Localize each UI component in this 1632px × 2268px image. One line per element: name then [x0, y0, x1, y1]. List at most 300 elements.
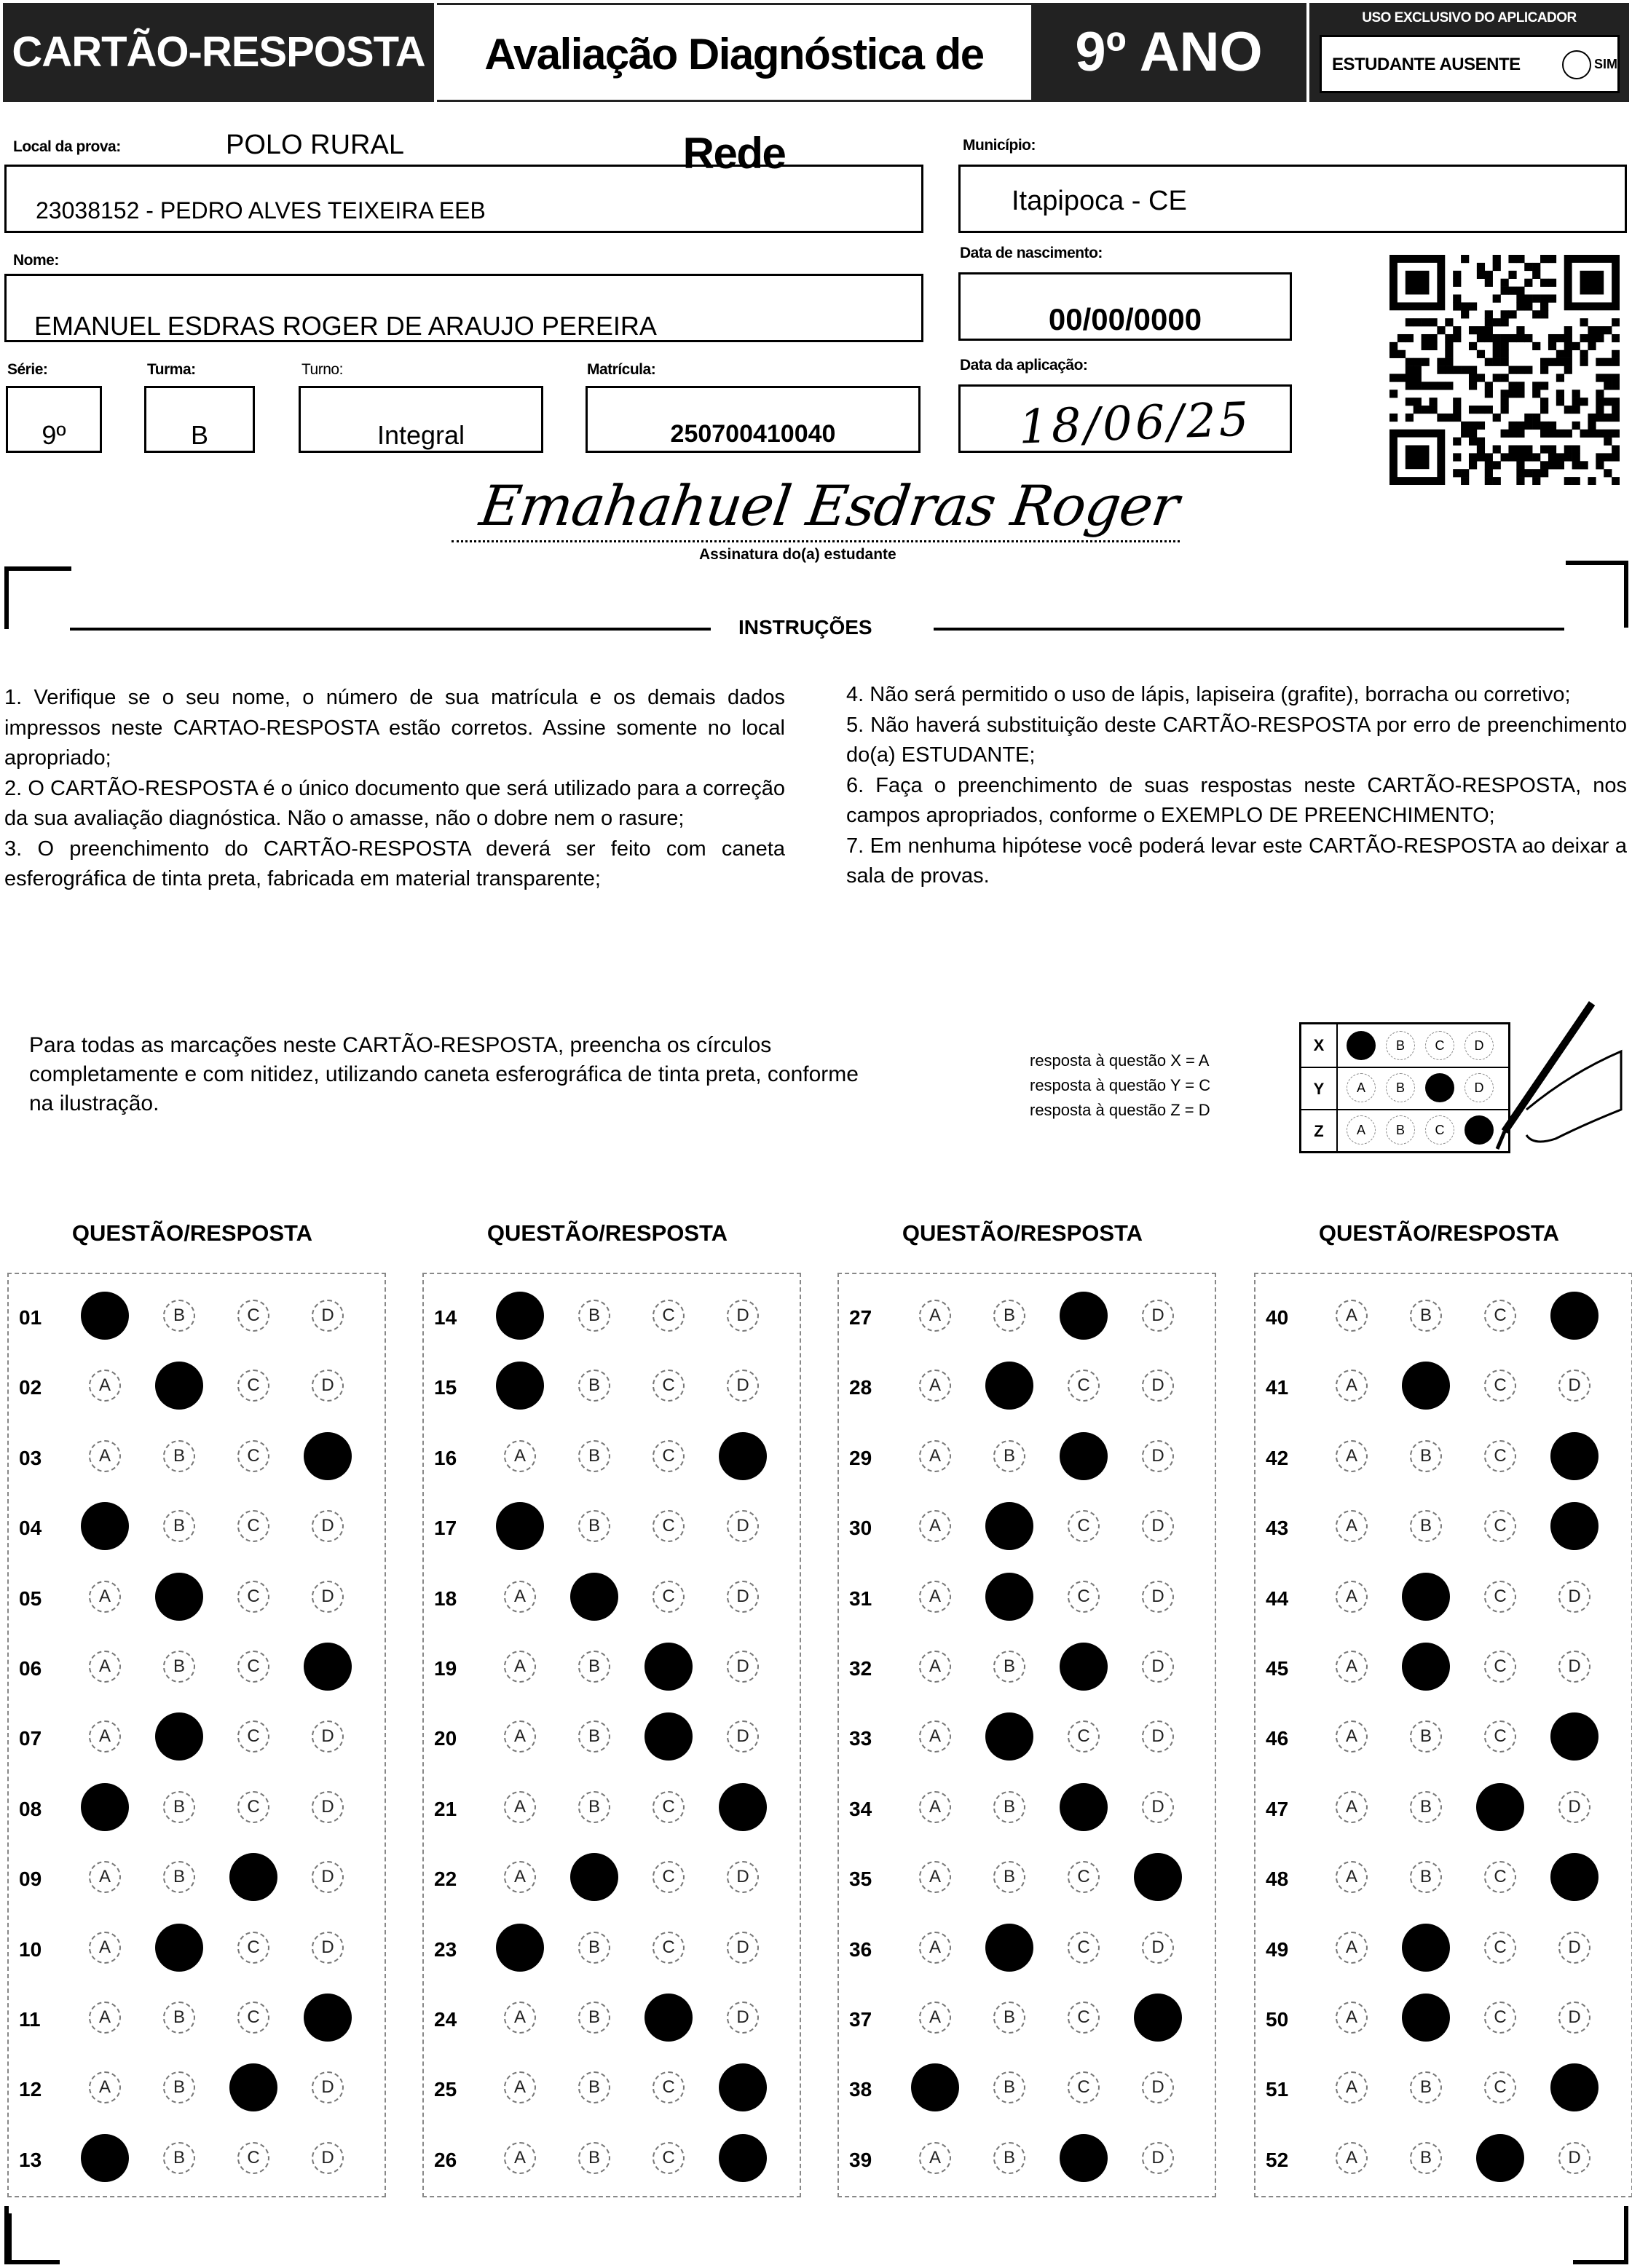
answer-bubble[interactable]: C — [653, 2071, 685, 2103]
answer-bubble[interactable]: A — [919, 1370, 951, 1402]
nome-label: Nome: — [13, 252, 59, 269]
answer-bubble[interactable]: C — [1484, 1651, 1516, 1683]
answer-bubble-filled[interactable] — [81, 1502, 129, 1550]
answer-bubble-filled[interactable] — [719, 1783, 767, 1831]
answer-bubble[interactable]: A — [1336, 2071, 1368, 2103]
answer-bubble-filled[interactable] — [1402, 1994, 1450, 2042]
answer-bubble-filled[interactable] — [155, 1573, 203, 1621]
question-number: 30 — [849, 1517, 872, 1540]
answer-bubble-filled[interactable] — [570, 1853, 618, 1901]
answer-bubble-filled[interactable] — [81, 1783, 129, 1831]
answer-bubble[interactable]: A — [1336, 2002, 1368, 2034]
answer-bubble[interactable]: A — [1336, 1370, 1368, 1402]
turno-box — [299, 386, 543, 453]
answer-bubble[interactable]: B — [1410, 1440, 1442, 1472]
instruction-6: 6. Faça o preenchimento de suas respostas neste CARTÃO-RESPOSTA, nos campos apropriados, conforme o EXEMPLO DE PREENCHIMENTO; — [846, 773, 1627, 827]
answer-bubble[interactable]: A — [1336, 1440, 1368, 1472]
grade-label: 9º ANO — [1031, 3, 1306, 102]
example-lines — [1030, 1048, 1277, 1123]
answer-bubble[interactable]: B — [578, 1791, 610, 1823]
answer-bubble[interactable]: D — [1142, 1720, 1174, 1753]
answer-bubble[interactable]: A — [919, 2002, 951, 2034]
answer-bubble-filled[interactable] — [496, 1292, 544, 1340]
answer-bubble[interactable]: D — [312, 1581, 344, 1613]
answer-bubble[interactable]: C — [237, 1510, 269, 1542]
example-line-y: resposta à questão Y = C — [1030, 1076, 1211, 1094]
signature-line — [452, 540, 1180, 542]
answer-bubble[interactable]: A — [89, 1370, 121, 1402]
municipio-box — [958, 165, 1627, 233]
answer-bubble[interactable]: B — [1410, 2071, 1442, 2103]
answer-bubble-filled[interactable] — [304, 1432, 352, 1480]
answer-bubble[interactable]: D — [312, 1932, 344, 1964]
municipio-value: Itapipoca - CE — [1012, 186, 1187, 216]
answer-bubble[interactable]: D — [1558, 1651, 1590, 1683]
question-number: 04 — [19, 1517, 42, 1540]
answer-bubble-filled[interactable] — [1402, 1362, 1450, 1410]
answer-bubble[interactable]: B — [993, 2071, 1025, 2103]
answer-bubble-filled[interactable] — [229, 2063, 277, 2111]
answer-bubble[interactable]: B — [1410, 1720, 1442, 1753]
answer-bubble-filled[interactable] — [719, 1432, 767, 1480]
answer-bubble[interactable]: A — [919, 1581, 951, 1613]
matricula-box — [586, 386, 921, 453]
answer-bubble[interactable]: C — [653, 1791, 685, 1823]
answer-bubble[interactable]: A — [1336, 2142, 1368, 2174]
answer-bubble[interactable]: A — [504, 1651, 536, 1683]
answer-bubble[interactable]: C — [653, 1440, 685, 1472]
answer-bubble[interactable]: A — [89, 1651, 121, 1683]
answer-bubble[interactable]: B — [1410, 1510, 1442, 1542]
answer-bubble-filled[interactable] — [1060, 2134, 1108, 2182]
answer-bubble[interactable]: A — [504, 1581, 536, 1613]
question-number: 06 — [19, 1657, 42, 1680]
answer-bubble-filled[interactable] — [985, 1573, 1033, 1621]
answer-bubble[interactable]: D — [1142, 1440, 1174, 1472]
answer-bubble[interactable]: A — [504, 1791, 536, 1823]
aplicacao-box — [958, 384, 1292, 453]
answer-bubble[interactable]: D — [312, 2142, 344, 2174]
question-number: 13 — [19, 2148, 42, 2171]
answer-bubble[interactable]: C — [1484, 1581, 1516, 1613]
corner-top-left — [4, 566, 71, 629]
question-number: 18 — [434, 1587, 457, 1610]
answer-bubble[interactable]: A — [89, 1861, 121, 1893]
answer-bubble[interactable]: A — [89, 1720, 121, 1753]
corner-bottom-right — [1573, 2206, 1628, 2264]
answer-bubble[interactable]: B — [993, 1651, 1025, 1683]
answer-bubble-filled[interactable] — [644, 1712, 693, 1761]
answer-bubble[interactable]: B — [993, 2142, 1025, 2174]
answer-bubble[interactable]: B — [163, 1791, 195, 1823]
answer-bubble[interactable]: A — [504, 1440, 536, 1472]
instructions-left — [4, 683, 785, 895]
answer-bubble[interactable]: B — [993, 1440, 1025, 1472]
question-number: 17 — [434, 1517, 457, 1540]
answer-bubble[interactable]: B — [993, 1861, 1025, 1893]
nascimento-label: Data de nascimento: — [960, 245, 1103, 261]
answer-bubble[interactable]: D — [727, 1581, 759, 1613]
answer-bubble[interactable]: C — [1068, 2071, 1100, 2103]
question-number: 32 — [849, 1657, 872, 1680]
example-bubble: C — [1425, 1031, 1454, 1060]
answer-bubble[interactable]: C — [1068, 2002, 1100, 2034]
answer-bubble[interactable]: D — [312, 1861, 344, 1893]
answer-bubble[interactable]: C — [1484, 1861, 1516, 1893]
absent-box — [1320, 35, 1620, 93]
question-number: 11 — [19, 2008, 41, 2031]
serie-value: 9º — [42, 420, 66, 450]
question-number: 16 — [434, 1446, 457, 1469]
answer-bubble[interactable]: A — [1336, 1932, 1368, 1964]
question-number: 41 — [1266, 1376, 1289, 1399]
answer-bubble[interactable]: D — [312, 1720, 344, 1753]
bottom-left-mark — [4, 2213, 12, 2263]
answer-bubble[interactable]: B — [993, 1791, 1025, 1823]
answer-bubble[interactable]: B — [1410, 1300, 1442, 1332]
answer-bubble-filled[interactable] — [719, 2063, 767, 2111]
question-number: 15 — [434, 1376, 457, 1399]
answer-bubble-filled[interactable] — [1060, 1643, 1108, 1691]
answer-bubble[interactable]: C — [237, 1440, 269, 1472]
answer-bubble[interactable]: A — [504, 1861, 536, 1893]
answer-bubble[interactable]: A — [1336, 1300, 1368, 1332]
answer-bubble[interactable]: D — [1558, 1932, 1590, 1964]
example-bubble: B — [1386, 1031, 1415, 1060]
answer-bubble[interactable]: A — [89, 1932, 121, 1964]
question-number: 21 — [434, 1797, 457, 1820]
answer-bubble[interactable]: C — [1068, 1932, 1100, 1964]
answer-bubble[interactable]: C — [1068, 1370, 1100, 1402]
answer-bubble[interactable]: A — [1336, 1791, 1368, 1823]
question-number: 51 — [1266, 2078, 1289, 2101]
answer-bubble-filled[interactable] — [644, 1994, 693, 2042]
answer-bubble[interactable]: D — [312, 1370, 344, 1402]
answer-bubble-filled[interactable] — [1134, 1853, 1182, 1901]
answer-bubble[interactable]: A — [89, 1440, 121, 1472]
answer-bubble[interactable]: D — [1142, 1581, 1174, 1613]
pen-hand-icon — [1483, 1000, 1628, 1161]
answer-bubble-filled[interactable] — [1060, 1432, 1108, 1480]
answer-bubble[interactable]: D — [727, 2002, 759, 2034]
answer-bubble[interactable]: C — [1484, 1932, 1516, 1964]
answer-bubble[interactable]: B — [163, 1440, 195, 1472]
answer-bubble[interactable]: D — [727, 1861, 759, 1893]
answer-bubble[interactable]: A — [1336, 1510, 1368, 1542]
answer-bubble[interactable]: C — [653, 1510, 685, 1542]
nome-value: EMANUEL ESDRAS ROGER DE ARAUJO PEREIRA — [34, 311, 657, 341]
answer-bubble[interactable]: B — [578, 1720, 610, 1753]
answer-bubble-filled[interactable] — [1550, 1502, 1599, 1550]
answer-bubble[interactable]: C — [237, 1932, 269, 1964]
answer-bubble[interactable]: B — [578, 2071, 610, 2103]
answer-bubble[interactable]: B — [578, 1932, 610, 1964]
answer-bubble[interactable]: D — [1142, 2071, 1174, 2103]
answer-bubble[interactable]: C — [1484, 2002, 1516, 2034]
answer-bubble[interactable]: D — [727, 1720, 759, 1753]
card-title: CARTÃO-RESPOSTA — [3, 3, 434, 102]
answer-bubble[interactable]: A — [919, 1440, 951, 1472]
answer-bubble[interactable]: C — [653, 1861, 685, 1893]
answers-column-heading: QUESTÃO/RESPOSTA — [486, 1220, 728, 1246]
answer-bubble[interactable]: B — [993, 1300, 1025, 1332]
answer-bubble-filled[interactable] — [1550, 2063, 1599, 2111]
answer-bubble[interactable]: D — [1142, 1932, 1174, 1964]
question-number: 01 — [19, 1306, 42, 1329]
question-number: 08 — [19, 1797, 42, 1820]
answer-bubble[interactable]: C — [1484, 1720, 1516, 1753]
answer-bubble[interactable]: B — [578, 2002, 610, 2034]
question-number: 48 — [1266, 1868, 1289, 1891]
answer-bubble[interactable]: D — [727, 1370, 759, 1402]
answer-bubble[interactable]: A — [919, 1791, 951, 1823]
answer-bubble[interactable]: C — [237, 1581, 269, 1613]
answer-bubble-filled[interactable] — [496, 1502, 544, 1550]
question-number: 52 — [1266, 2148, 1289, 2171]
answer-bubble[interactable]: B — [163, 1861, 195, 1893]
answer-bubble-filled[interactable] — [496, 1924, 544, 1972]
signature-caption: Assinatura do(a) estudante — [699, 546, 896, 563]
instructions-rule-right — [934, 628, 1564, 631]
question-number: 44 — [1266, 1587, 1289, 1610]
school-box — [4, 165, 923, 233]
answer-bubble-filled[interactable] — [985, 1362, 1033, 1410]
answer-bubble[interactable]: A — [504, 1720, 536, 1753]
answer-bubble[interactable]: C — [1484, 1510, 1516, 1542]
answer-bubble[interactable]: C — [237, 1300, 269, 1332]
instruction-3: 3. O preenchimento do CARTÃO-RESPOSTA deverá ser feito com caneta esferográfica de tinta preta, fabricada em material transparente; — [4, 837, 785, 890]
answers-column-heading: QUESTÃO/RESPOSTA — [71, 1220, 313, 1246]
answer-bubble[interactable]: B — [578, 1300, 610, 1332]
example-row-label: Y — [1301, 1067, 1338, 1109]
answer-bubble[interactable]: B — [163, 2002, 195, 2034]
answer-bubble-filled[interactable] — [1476, 1783, 1524, 1831]
instruction-4: 4. Não será permitido o uso de lápis, lapiseira (grafite), borracha ou corretivo; — [846, 683, 1571, 706]
question-number: 07 — [19, 1727, 42, 1750]
instructions-right — [846, 680, 1627, 892]
answer-bubble-filled[interactable] — [1402, 1643, 1450, 1691]
absent-option: SIM — [1594, 57, 1618, 71]
answer-bubble-filled[interactable] — [81, 1292, 129, 1340]
answer-bubble[interactable]: D — [1558, 1370, 1590, 1402]
answer-bubble-filled[interactable] — [81, 2134, 129, 2182]
question-number: 12 — [19, 2078, 42, 2101]
answer-bubble-filled[interactable] — [719, 2134, 767, 2182]
answer-bubble-filled[interactable] — [1550, 1712, 1599, 1761]
answer-bubble[interactable]: C — [653, 1370, 685, 1402]
answer-bubble[interactable]: A — [919, 1300, 951, 1332]
example-bubble — [1347, 1031, 1376, 1060]
answer-bubble[interactable]: C — [1484, 1370, 1516, 1402]
answer-bubble[interactable]: B — [163, 1651, 195, 1683]
question-number: 50 — [1266, 2008, 1289, 2031]
turma-value: B — [190, 420, 208, 450]
answer-bubble[interactable]: D — [312, 1300, 344, 1332]
answer-bubble[interactable]: B — [578, 1510, 610, 1542]
answer-bubble-filled[interactable] — [155, 1712, 203, 1761]
question-number: 10 — [19, 1937, 42, 1961]
answer-bubble[interactable]: A — [1336, 1861, 1368, 1893]
answer-bubble-filled[interactable] — [570, 1573, 618, 1621]
matricula-label: Matrícula: — [587, 361, 656, 378]
answer-bubble[interactable]: A — [89, 1581, 121, 1613]
answer-bubble[interactable]: D — [1558, 2002, 1590, 2034]
answer-bubble[interactable]: D — [312, 1791, 344, 1823]
question-number: 45 — [1266, 1657, 1289, 1680]
answer-bubble[interactable]: C — [1484, 1440, 1516, 1472]
answer-bubble[interactable]: C — [653, 2142, 685, 2174]
nascimento-value: 00/00/0000 — [1048, 302, 1202, 336]
absent-checkbox[interactable] — [1562, 50, 1591, 79]
answer-bubble[interactable]: D — [1558, 2142, 1590, 2174]
instructions-rule-left — [70, 628, 711, 631]
answer-bubble-filled[interactable] — [1550, 1432, 1599, 1480]
answer-bubble[interactable]: A — [89, 2071, 121, 2103]
answer-bubble[interactable]: A — [1336, 1720, 1368, 1753]
answer-bubble[interactable]: A — [919, 1932, 951, 1964]
question-number: 28 — [849, 1376, 872, 1399]
question-number: 46 — [1266, 1727, 1289, 1750]
answer-bubble[interactable]: B — [1410, 1791, 1442, 1823]
question-number: 34 — [849, 1797, 872, 1820]
answer-bubble[interactable]: A — [504, 2002, 536, 2034]
answer-bubble[interactable]: A — [1336, 1651, 1368, 1683]
answer-bubble[interactable]: C — [1484, 1300, 1516, 1332]
answer-bubble[interactable]: B — [163, 1300, 195, 1332]
answer-bubble[interactable]: D — [312, 2071, 344, 2103]
answer-bubble-filled[interactable] — [496, 1362, 544, 1410]
answer-bubble[interactable]: C — [1484, 2071, 1516, 2103]
question-number: 24 — [434, 2008, 457, 2031]
question-number: 20 — [434, 1727, 457, 1750]
answer-bubble-filled[interactable] — [985, 1502, 1033, 1550]
answer-bubble[interactable]: B — [578, 1370, 610, 1402]
answer-bubble-filled[interactable] — [1476, 2134, 1524, 2182]
answer-bubble-filled[interactable] — [229, 1853, 277, 1901]
answer-bubble[interactable]: C — [1068, 1720, 1100, 1753]
answer-bubble[interactable]: A — [919, 1720, 951, 1753]
example-line-x: resposta à questão X = A — [1030, 1051, 1210, 1070]
answer-bubble[interactable]: A — [919, 1861, 951, 1893]
question-number: 02 — [19, 1376, 42, 1399]
instruction-5: 5. Não haverá substituição deste CARTÃO-RESPOSTA por erro de preenchimento do(a) ESTUDANTE; — [846, 713, 1627, 767]
local-label: Local da prova: — [13, 138, 121, 155]
answer-bubble[interactable]: B — [993, 2002, 1025, 2034]
answer-bubble[interactable]: D — [1558, 1791, 1590, 1823]
question-number: 33 — [849, 1727, 872, 1750]
example-bubble: A — [1347, 1073, 1376, 1102]
answer-bubble[interactable]: D — [1142, 1510, 1174, 1542]
answer-bubble[interactable]: A — [504, 2071, 536, 2103]
answer-bubble[interactable]: C — [237, 1720, 269, 1753]
answer-bubble[interactable]: C — [237, 2142, 269, 2174]
answer-bubble-filled[interactable] — [644, 1643, 693, 1691]
answer-bubble[interactable]: C — [237, 2002, 269, 2034]
answer-bubble[interactable]: B — [163, 2071, 195, 2103]
answer-bubble[interactable]: A — [919, 1510, 951, 1542]
answer-bubble[interactable]: C — [237, 1370, 269, 1402]
question-number: 38 — [849, 2078, 872, 2101]
answer-bubble[interactable]: D — [727, 1300, 759, 1332]
answer-bubble-filled[interactable] — [1060, 1783, 1108, 1831]
answer-bubble[interactable]: B — [578, 1651, 610, 1683]
answer-bubble[interactable]: A — [504, 2142, 536, 2174]
instruction-7: 7. Em nenhuma hipótese você poderá levar este CARTÃO-RESPOSTA ao deixar a sala de provas. — [846, 834, 1627, 888]
question-number: 19 — [434, 1657, 457, 1680]
answer-bubble-filled[interactable] — [1402, 1924, 1450, 1972]
answer-bubble[interactable]: D — [1142, 1651, 1174, 1683]
answer-bubble[interactable]: D — [1142, 1791, 1174, 1823]
answer-bubble[interactable]: D — [727, 1651, 759, 1683]
answer-bubble[interactable]: D — [1558, 1581, 1590, 1613]
answer-bubble-filled[interactable] — [155, 1362, 203, 1410]
answer-bubble[interactable]: C — [1068, 1510, 1100, 1542]
answer-bubble[interactable]: C — [237, 1791, 269, 1823]
answer-bubble[interactable]: B — [163, 2142, 195, 2174]
answer-bubble[interactable]: C — [237, 1651, 269, 1683]
corner-top-right — [1566, 561, 1628, 628]
answer-bubble-filled[interactable] — [985, 1712, 1033, 1761]
applicator-label: USO EXCLUSIVO DO APLICADOR — [1362, 10, 1577, 25]
question-number: 25 — [434, 2078, 457, 2101]
answer-bubble[interactable]: D — [1142, 2142, 1174, 2174]
answer-bubble[interactable]: D — [312, 1510, 344, 1542]
signature: Emahahuel Esdras Roger — [476, 473, 1183, 538]
answer-bubble[interactable]: A — [919, 1651, 951, 1683]
question-number: 36 — [849, 1937, 872, 1961]
answer-bubble[interactable]: D — [1142, 1300, 1174, 1332]
answer-bubble-filled[interactable] — [911, 2063, 959, 2111]
answer-bubble-filled[interactable] — [304, 1994, 352, 2042]
answer-bubble-filled[interactable] — [985, 1924, 1033, 1972]
instruction-2: 2. O CARTÃO-RESPOSTA é o único documento que será utilizado para a correção da sua avaliação diagnóstica. Não o amasse, não o dobre nem o rasure; — [4, 776, 785, 830]
answer-bubble-filled[interactable] — [1134, 1994, 1182, 2042]
answer-bubble[interactable]: D — [727, 1932, 759, 1964]
aplicacao-label: Data da aplicação: — [960, 357, 1088, 374]
answer-bubble[interactable]: C — [653, 1300, 685, 1332]
example-bubble: D — [1465, 1031, 1494, 1060]
answer-bubble[interactable]: D — [727, 1510, 759, 1542]
serie-label: Série: — [7, 361, 48, 378]
answer-bubble[interactable]: B — [163, 1510, 195, 1542]
answer-bubble[interactable]: B — [1410, 1861, 1442, 1893]
answer-bubble[interactable]: A — [89, 2002, 121, 2034]
answer-bubble[interactable]: B — [1410, 2142, 1442, 2174]
question-number: 31 — [849, 1587, 872, 1610]
answer-bubble[interactable]: B — [578, 2142, 610, 2174]
answer-bubble[interactable]: D — [1142, 1370, 1174, 1402]
answer-bubble-filled[interactable] — [1402, 1573, 1450, 1621]
answer-bubble-filled[interactable] — [1060, 1292, 1108, 1340]
question-number: 35 — [849, 1868, 872, 1891]
qr-code — [1389, 255, 1620, 485]
answer-bubble[interactable]: C — [653, 1932, 685, 1964]
corner-bottom-left — [4, 2206, 60, 2264]
answer-bubble[interactable]: A — [1336, 1581, 1368, 1613]
answer-bubble[interactable]: C — [1068, 1581, 1100, 1613]
answer-bubble[interactable]: C — [653, 1581, 685, 1613]
answer-bubble[interactable]: B — [578, 1440, 610, 1472]
answer-bubble-filled[interactable] — [304, 1643, 352, 1691]
answer-bubble-filled[interactable] — [1550, 1292, 1599, 1340]
answer-bubble-filled[interactable] — [155, 1924, 203, 1972]
question-number: 05 — [19, 1587, 42, 1610]
answer-bubble[interactable]: C — [1068, 1861, 1100, 1893]
turma-box — [144, 386, 255, 453]
answer-bubble[interactable]: A — [919, 2142, 951, 2174]
question-number: 42 — [1266, 1446, 1289, 1469]
answer-bubble-filled[interactable] — [1550, 1853, 1599, 1901]
